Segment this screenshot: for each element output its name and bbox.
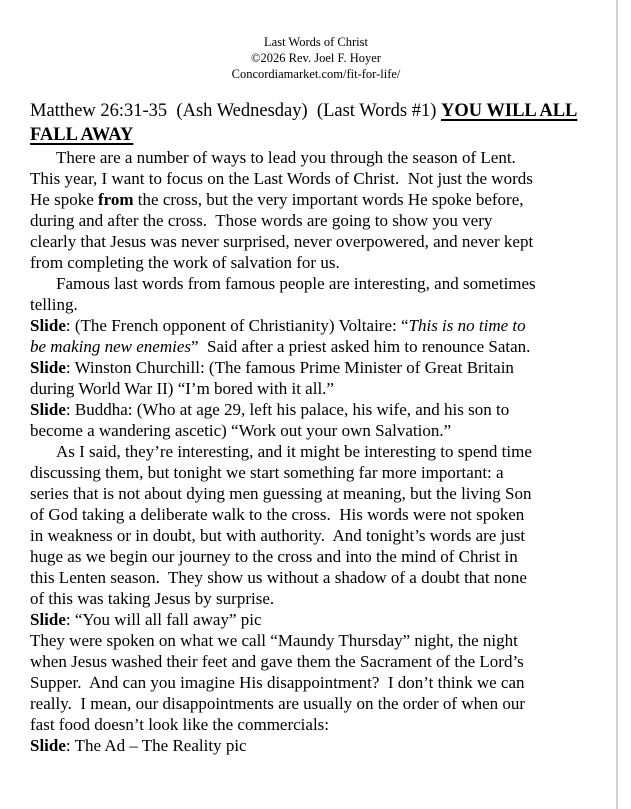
text-run: when Jesus washed their feet and gave them the Sacrament of the Lord’s (30, 652, 524, 671)
text-run: Slide (30, 736, 66, 755)
text-run: Supper. And can you imagine His disappointment? I don’t think we can (30, 673, 525, 692)
text-run: Slide (30, 316, 66, 335)
text-run: : Winston Churchill: (The famous Prime Minister of Great Britain (65, 358, 514, 377)
text-run: : “You will all fall away” pic (65, 610, 262, 629)
header-copyright: ©2026 Rev. Joel F. Hoyer (251, 51, 381, 65)
text-run: FALL AWAY (30, 124, 134, 145)
text-run: Slide (30, 400, 66, 419)
document-content (30, 100, 602, 756)
text-line (30, 672, 602, 693)
text-run: YOU WILL ALL (440, 101, 578, 121)
text-line (30, 567, 602, 588)
page-edge-line (616, 0, 618, 809)
text-line (30, 588, 602, 609)
text-run: in weakness or in doubt, but with authority. And tonight’s words are just (30, 526, 526, 545)
text-run: become a wandering ascetic) “Work out your own Salvation.” (30, 421, 452, 440)
text-line (30, 273, 602, 294)
text-run: Slide (30, 610, 66, 629)
text-run: series that is not about dying men guessing at meaning, but the living Son (30, 484, 532, 503)
text-run: of this was taking Jesus by surprise. (30, 589, 275, 608)
text-line (30, 441, 602, 462)
text-run: of God taking a deliberate walk to the cross. His words were not spoken (30, 505, 525, 524)
document-header (30, 34, 602, 82)
text-run: during World War II) “I’m bored with it all.” (30, 379, 334, 398)
text-line (30, 210, 602, 231)
text-line (30, 399, 602, 420)
sermon-body (30, 147, 602, 756)
text-run: really. I mean, our disappointments are usually on the order of when our (30, 694, 526, 713)
text-run: Slide (30, 358, 66, 377)
sermon-title (30, 100, 602, 147)
text-line (30, 336, 602, 357)
text-line (30, 315, 602, 336)
header-title: Last Words of Christ (264, 35, 368, 49)
text-run: from completing the work of salvation for us. (30, 253, 340, 272)
text-run: during and after the cross. Those words are going to show you very (30, 211, 493, 230)
text-line (30, 378, 602, 399)
text-line (30, 231, 602, 252)
text-run: He spoke (30, 190, 98, 209)
text-line (30, 252, 602, 273)
text-run: Matthew 26:31-35 (Ash Wednesday) (Last Words #1) (30, 101, 441, 121)
text-run: : (The French opponent of Christianity) Voltaire: “ (65, 316, 409, 335)
text-run: this Lenten season. They show us without a shadow of a doubt that none (30, 568, 527, 587)
text-line (30, 124, 602, 148)
text-line (30, 357, 602, 378)
text-run: the cross, but the very important words He spoke before, (133, 190, 524, 209)
text-line (30, 714, 602, 735)
text-run: discussing them, but tonight we start something far more important: a (30, 463, 504, 482)
text-line (30, 525, 602, 546)
text-run: ” Said after a priest asked him to renounce Satan. (190, 337, 531, 356)
text-run: telling. (30, 295, 78, 314)
text-run: clearly that Jesus was never surprised, never overpowered, and never kept (30, 232, 534, 251)
text-run: This year, I want to focus on the Last Words of Christ. Not just the words (30, 169, 533, 188)
header-website: Concordiamarket.com/fit-for-life/ (231, 67, 401, 81)
text-line (30, 546, 602, 567)
text-line (30, 147, 602, 168)
text-run: : The Ad – The Reality pic (65, 736, 247, 755)
text-line (30, 420, 602, 441)
text-run: be making new enemies (30, 337, 191, 356)
text-line (30, 504, 602, 525)
text-run: fast food doesn’t look like the commercials: (30, 715, 330, 734)
text-line (30, 189, 602, 210)
text-run: huge as we begin our journey to the cross and into the mind of Christ in (30, 547, 518, 566)
text-run: This is no time to (408, 316, 526, 335)
text-line (30, 735, 602, 756)
text-line (30, 294, 602, 315)
text-line (30, 609, 602, 630)
text-run: They were spoken on what we call “Maundy Thursday” night, the night (30, 631, 518, 650)
text-line (30, 630, 602, 651)
text-run: Famous last words from famous people are interesting, and sometimes (56, 274, 536, 293)
text-line (30, 462, 602, 483)
text-run: There are a number of ways to lead you through the season of Lent. (56, 148, 516, 167)
text-line (30, 483, 602, 504)
text-line (30, 168, 602, 189)
text-line (30, 693, 602, 714)
text-line (30, 100, 602, 124)
text-run: As I said, they’re interesting, and it might be interesting to spend time (56, 442, 532, 461)
text-line (30, 651, 602, 672)
text-run: : Buddha: (Who at age 29, left his palace, his wife, and his son to (65, 400, 510, 419)
text-run: from (97, 190, 134, 209)
